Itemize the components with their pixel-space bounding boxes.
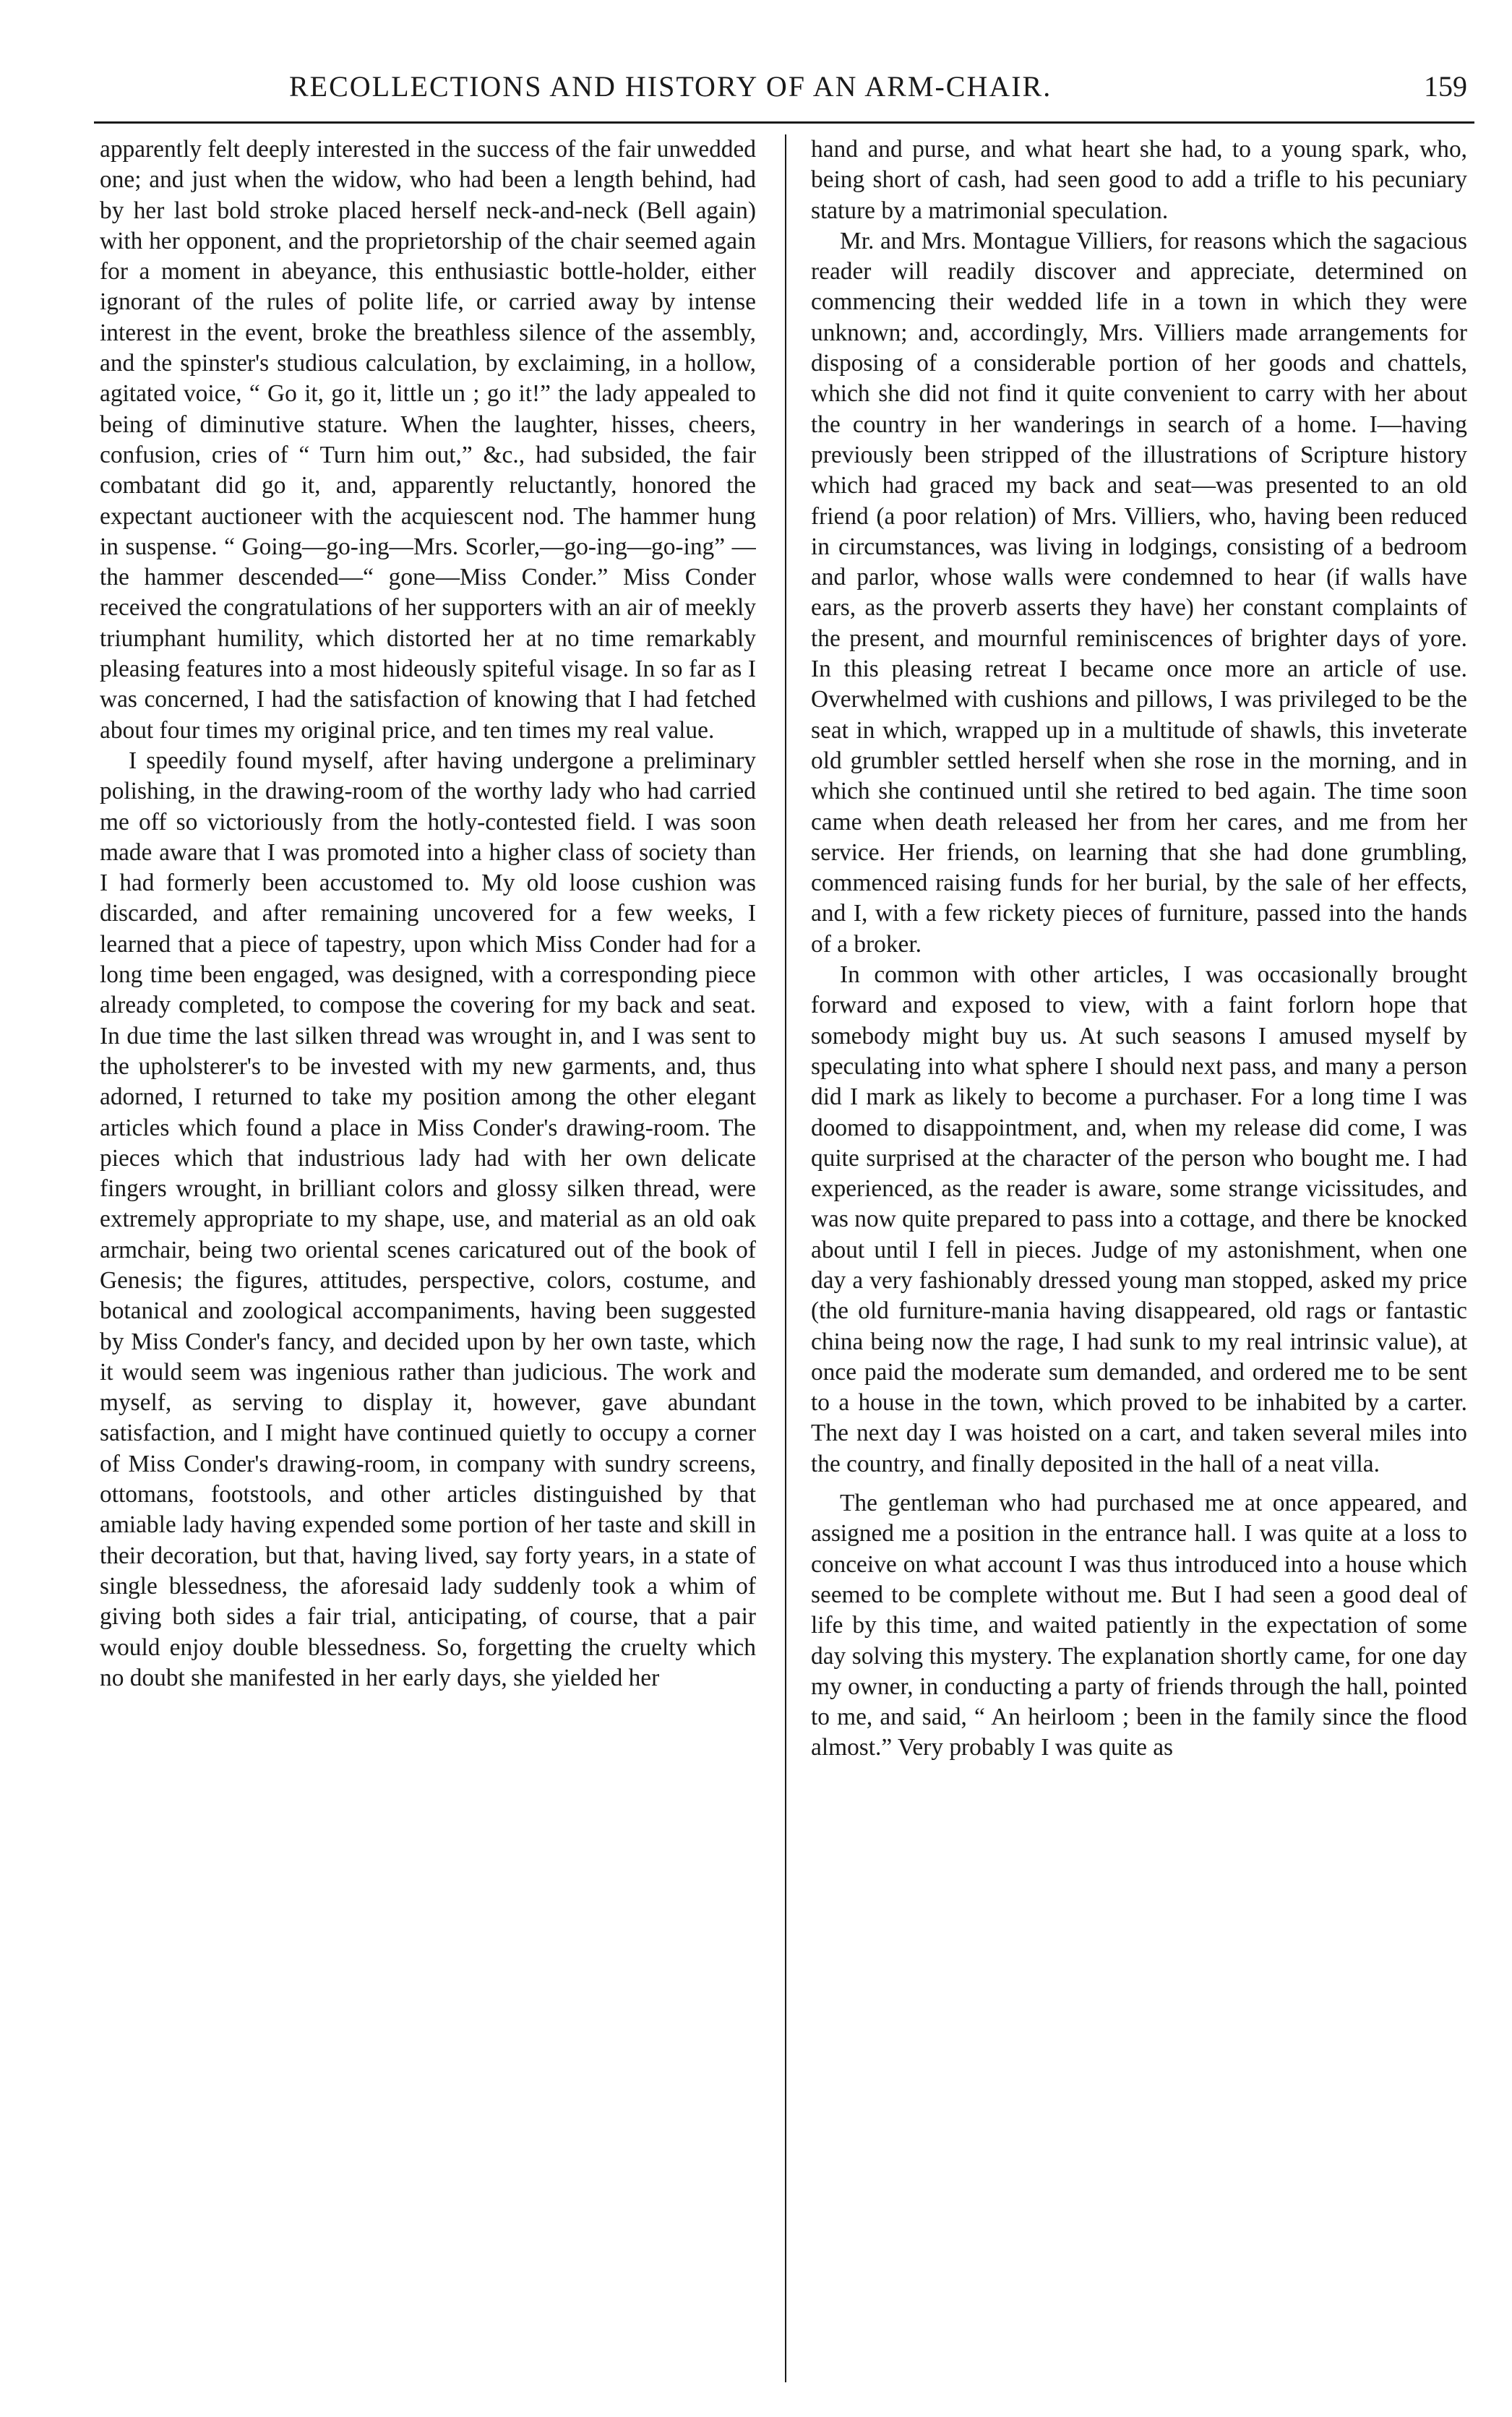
- running-title: RECOLLECTIONS AND HISTORY OF AN ARM-CHAIR.: [289, 70, 1052, 103]
- right-column: [811, 134, 1467, 2390]
- left-column: [100, 134, 756, 2390]
- paragraph: In common with other articles, I was occasionally brought forward and exposed to view, with a faint forlorn hope that somebody might buy us. At such seasons I amused myself by speculating into what sphere I should next pass, and many a person did I mark as likely to become a purchaser. For a long time I was doomed to disappointment, and, when my release did come, I was quite surprised at the character of the person who bought me. I had experienced, as the reader is aware, some strange vicissitudes, and was now quite prepared to pass into a cottage, and there be knocked about until I fell in pieces. Judge of my astonishment, when one day a very fashionably dressed young man stopped, asked my price (the old furniture-mania having disappeared, old rags or fantastic china being now the rage, I had sunk to my real intrinsic value), at once paid the moderate sum demanded, and ordered me to be sent to a house in the town, which proved to be inhabited by a carter. The next day I was hoisted on a cart, and taken several miles into the country, and finally deposited in the hall of a neat villa.: [811, 961, 1467, 1477]
- article-body: [100, 134, 1477, 2390]
- page-header: [94, 69, 1467, 120]
- paragraph: The gentleman who had purchased me at once appeared, and assigned me a position in the entrance hall. I was quite at a loss to conceive on what account I was thus introduced into a house which seemed to be complete without me. But I had seen a good deal of life by this time, and waited patiently in the expectation of some day solving this mystery. The explanation shortly came, for one day my owner, in conducting a party of friends through the hall, pointed to me, and said, “ An heirloom ; been in the family since the flood almost.” Very probably I was quite as: [811, 1490, 1467, 1761]
- header-rule: [94, 121, 1474, 124]
- column-divider: [785, 134, 786, 2382]
- paragraph: I speedily found myself, after having undergone a preliminary polishing, in the drawing-room of the worthy lady who had carried me off so victoriously from the hotly-contested field. I was soon made aware that I was promoted into a higher class of society than I had formerly been accustomed to. My old loose cushion was discarded, and after remaining uncovered for a few weeks, I learned that a piece of tapestry, upon which Miss Conder had for a long time been engaged, was designed, with a corresponding piece already completed, to compose the covering for my back and seat. In due time the last silken thread was wrought in, and I was sent to the upholsterer's to be invested with my new garments, and, thus adorned, I returned to take my position among the other elegant articles which found a place in Miss Conder's drawing-room. The pieces which that industrious lady had with her own delicate fingers wrought, in brilliant colors and glossy silken thread, were extremely appropriate to my shape, use, and material as an old oak armchair, being two oriental scenes caricatured out of the book of Genesis; the figures, attitudes, perspective, colors, costume, and botanical and zoological accompaniments, having been suggested by Miss Conder's fancy, and decided upon by her own taste, which it would seem was ingenious rather than judicious. The work and myself, as serving to display it, however, gave abundant satisfaction, and I might have continued quietly to occupy a corner of Miss Conder's drawing-room, in company with sundry screens, ottomans, footstools, and other articles distinguished by that amiable lady having expended some portion of her taste and skill in their decoration, but that, having lived, say forty years, in a state of single blessedness, the aforesaid lady suddenly took a whim of giving both sides a fair trial, anticipating, of course, that a pair would enjoy double blessedness. So, forgetting the cruelty which no doubt she manifested in her early days, she yielded her: [100, 747, 756, 1691]
- page-number: 159: [1424, 70, 1467, 103]
- paragraph: Mr. and Mrs. Montague Villiers, for reasons which the sagacious reader will readily discover and appreciate, determined on commencing their wedded life in a town in which they were unknown; and, accordingly, Mrs. Villiers made arrangements for disposing of a considerable portion of her goods and chattels, which she did not find it quite convenient to carry with her about the country in her wanderings in search of a home. I—having previously been stripped of the illustrations of Scripture history which had graced my back and seat—was presented to an old friend (a poor relation) of Mrs. Villiers, who, having been reduced in circumstances, was living in lodgings, consisting of a bedroom and parlor, whose walls were condemned to hear (if walls have ears, as the proverb asserts they have) her constant complaints of the present, and mournful reminiscences of brighter days of yore. In this pleasing retreat I became once more an article of use. Overwhelmed with cushions and pillows, I was privileged to be the seat in which, wrapped up in a multitude of shawls, this inveterate old grumbler settled herself when she rose in the morning, and in which she continued until she retired to bed again. The time soon came when death released her from her cares, and me from her service. Her friends, on learning that she had done grumbling, commenced raising funds for her burial, by the sale of her effects, and I, with a few rickety pieces of furniture, passed into the hands of a broker.: [811, 227, 1467, 958]
- paragraph: hand and purse, and what heart she had, to a young spark, who, being short of cash, had seen good to add a trifle to his pecuniary stature by a matrimonial speculation.: [811, 136, 1467, 224]
- paragraph: apparently felt deeply interested in the success of the fair unwedded one; and just when the widow, who had been a length behind, had by her last bold stroke placed herself neck-and-neck (Bell again) with her opponent, and the proprietorship of the chair seemed again for a moment in abeyance, this enthusiastic bottle-holder, either ignorant of the rules of polite life, or carried away by intense interest in the event, broke the breathless silence of the assembly, and the spinster's studious calculation, by exclaiming, in a hollow, agitated voice, “ Go it, go it, little un ; go it!” the lady appealed to being of diminutive stature. When the laughter, hisses, cheers, confusion, cries of “ Turn him out,” &c., had subsided, the fair combatant did go it, and, apparently reluctantly, honored the expectant auctioneer with the acquiescent nod. The hammer hung in suspense. “ Going—go-ing—Mrs. Scorler,—go-ing—go-ing” —the hammer descended—“ gone—Miss Conder.” Miss Conder received the congratulations of her supporters with an air of meekly triumphant humility, which distorted her at no time remarkably pleasing features into a most hideously spiteful visage. In so far as I was concerned, I had the satisfaction of knowing that I had fetched about four times my original price, and ten times my real value.: [100, 136, 756, 744]
